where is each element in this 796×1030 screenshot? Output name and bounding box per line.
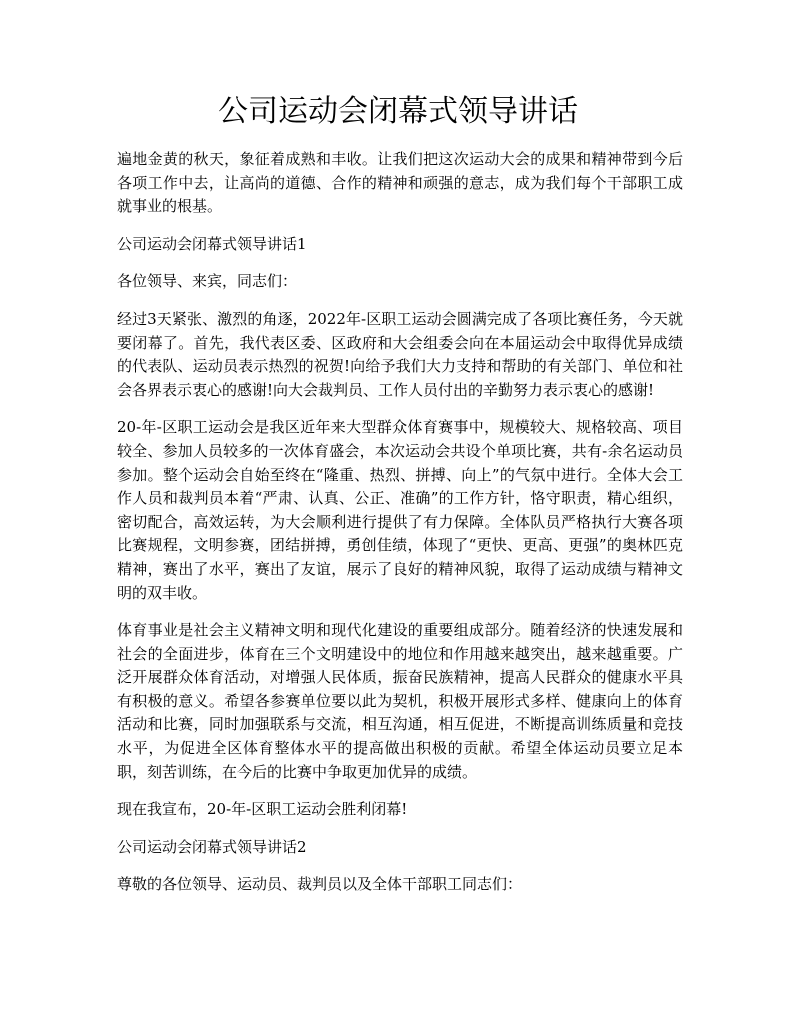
document-body: [117, 148, 683, 911]
section-heading-1: 公司运动会闭幕式领导讲话1: [117, 234, 307, 253]
closing-announcement: 现在我宣布，20-年-区职工运动会胜利闭幕!: [117, 800, 408, 819]
paragraph: 20-年-区职工运动会是我区近年来大型群众体育赛事中，规模较大、规格较高、项目较全、参加人员较多的一次体育盛会，本次运动会共设个单项比赛，共有-余名运动员参加。整个运动会自始至终在“隆重、热烈、拼搏、向上”的气氛中进行。全体大会工作人员和裁判员本着“严肃、认真、公正、准确”的工作方针，恪守职责，精心组织，密切配合，高效运转，为大会顺利进行提供了有力保障。全体队员严格执行大赛各项比赛规程，文明参赛，团结拼搏，勇创佳绩，体现了“更快、更高、更强”的奥林匹克精神，赛出了水平，赛出了友谊，展示了良好的精神风貌，取得了运动成绩与精神文明的双丰收。: [117, 418, 683, 602]
salutation-1: 各位领导、来宾，同志们：: [117, 272, 298, 291]
paragraph: 体育事业是社会主义精神文明和现代化建设的重要组成部分。随着经济的快速发展和社会的全面进步，体育在三个文明建设中的地位和作用越来越突出，越来越重要。广泛开展群众体育活动，对增强人民体质，振奋民族精神，提高人民群众的健康水平具有积极的意义。希望各参赛单位要以此为契机，积极开展形式多样、健康向上的体育活动和比赛，同时加强联系与交流，相互沟通，相互促进，不断提高训练质量和竞技水平，为促进全区体育整体水平的提高做出积极的贡献。希望全体运动员要立足本职，刻苦训练，在今后的比赛中争取更加优异的成绩。: [117, 621, 683, 781]
section-heading-2: 公司运动会闭幕式领导讲话2: [117, 837, 307, 856]
paragraph: 经过3天紧张、激烈的角逐，2022年-区职工运动会圆满完成了各项比赛任务，今天就要闭幕了。首先，我代表区委、区政府和大会组委会向在本届运动会中取得优异成绩的代表队、运动员表示热烈的祝贺!向给予我们大力支持和帮助的有关部门、单位和社会各界表示衷心的感谢!向大会裁判员、工作人员付出的辛勤努力表示衷心的感谢!: [117, 309, 683, 399]
document-title: 公司运动会闭幕式领导讲话: [218, 94, 578, 129]
paragraph-intro: 遍地金黄的秋天，象征着成熟和丰收。让我们把这次运动大会的成果和精神带到今后各项工作中去，让高尚的道德、合作的精神和顽强的意志，成为我们每个干部职工成就事业的根基。: [117, 150, 683, 216]
salutation-2: 尊敬的各位领导、运动员、裁判员以及全体干部职工同志们：: [117, 875, 523, 894]
